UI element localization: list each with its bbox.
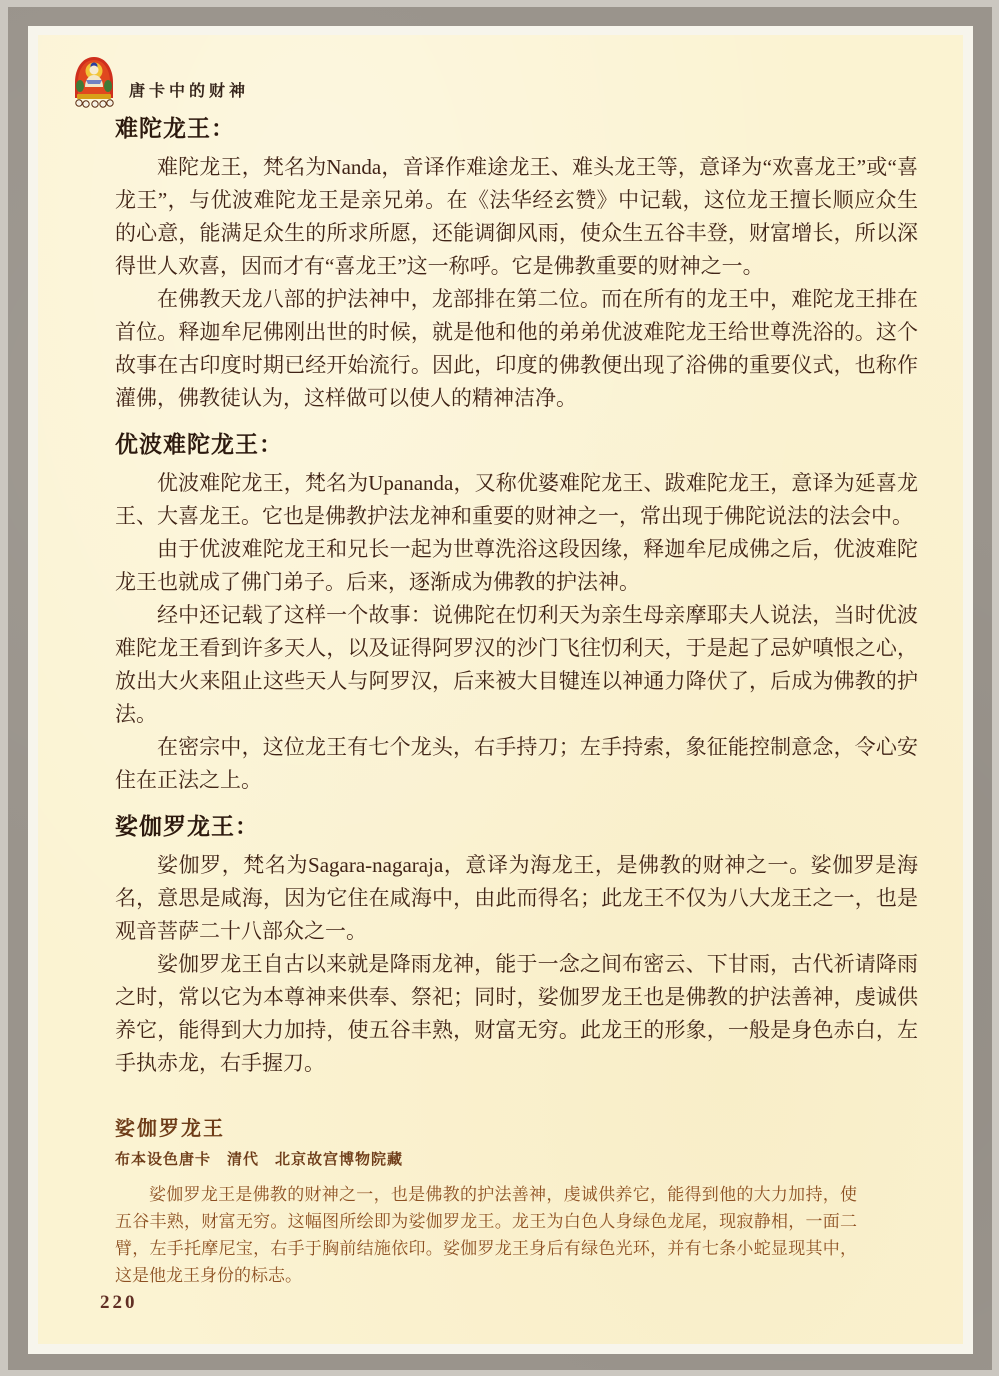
body-paragraph: 难陀龙王，梵名为Nanda，音译作难途龙王、难头龙王等，意译为“欢喜龙王”或“喜龙王”，与优波难陀龙王是亲兄弟。在《法华经玄赞》中记载，这位龙王擅长顺应众生的心意，能满足众生的所求所愿，还能调御风雨，使众生五谷丰登，财富增长，所以深得世人欢喜，因而才有“喜龙王”这一称呼。它是佛教重要的财神之一。 (115, 155, 918, 278)
header-title: 唐卡中的财神 (129, 83, 250, 100)
main-text (115, 113, 918, 1289)
page-header (70, 56, 249, 109)
body-paragraph: 娑伽罗，梵名为Sagara-nagaraja，意译为海龙王，是佛教的财神之一。娑伽罗是海名，意思是咸海，因为它住在咸海中，由此而得名；此龙王不仅为八大龙王之一，也是观音菩萨二十八部众之一。 (115, 853, 918, 943)
page-number: 220 (100, 1292, 138, 1313)
body-paragraph: 经中还记载了这样一个故事：说佛陀在忉利天为亲生母亲摩耶夫人说法，当时优波难陀龙王看到许多天人，以及证得阿罗汉的沙门飞往忉利天，于是起了忌妒嗔恨之心，放出大火来阻止这些天人与阿罗汉，后来被大目犍连以神通力降伏了，后成为佛教的护法。 (115, 603, 918, 726)
body-paragraph: 由于优波难陀龙王和兄长一起为世尊洗浴这段因缘，释迦牟尼成佛之后，优波难陀龙王也就成了佛门弟子。后来，逐渐成为佛教的护法神。 (115, 537, 918, 594)
book-page (38, 35, 963, 1344)
section-heading-nanda: 难陀龙王： (115, 115, 235, 141)
section-heading-sagara: 娑伽罗龙王： (115, 813, 259, 839)
body-paragraph: 娑伽罗龙王自古以来就是降雨龙神，能于一念之间布密云、下甘雨，古代祈请降雨之时，常以它为本尊神来供奉、祭祀；同时，娑伽罗龙王也是佛教的护法善神，虔诚供养它，能得到大力加持，使五谷丰熟，财富无穷。此龙王的形象，一般是身色赤白，左手执赤龙，右手握刀。 (115, 952, 918, 1075)
caption-paragraph: 娑伽罗龙王是佛教的财神之一，也是佛教的护法善神，虔诚供养它，能得到他的大力加持，使五谷丰熟，财富无穷。这幅图所绘即为娑伽罗龙王。龙王为白色人身绿色龙尾，现寂静相，一面二臂，左手托摩尼宝，右手于胸前结施依印。娑伽罗龙王身后有绿色光环，并有七条小蛇显现其中，这是他龙王身份的标志。 (115, 1185, 857, 1285)
caption-block (115, 1112, 857, 1289)
caption-title: 娑伽罗龙王 (115, 1118, 225, 1140)
thangka-deity-icon (70, 56, 118, 109)
body-paragraph: 在密宗中，这位龙王有七个龙头，右手持刀；左手持索，象征能控制意念，令心安住在正法之上。 (115, 735, 918, 792)
section-heading-upananda: 优波难陀龙王： (115, 431, 283, 457)
body-paragraph: 在佛教天龙八部的护法神中，龙部排在第二位。而在所有的龙王中，难陀龙王排在首位。释迦牟尼佛刚出世的时候，就是他和他的弟弟优波难陀龙王给世尊洗浴的。这个故事在古印度时期已经开始流行。因此，印度的佛教便出现了浴佛的重要仪式，也称作灌佛，佛教徒认为，这样做可以使人的精神洁净。 (115, 287, 918, 410)
body-paragraph: 优波难陀龙王，梵名为Upananda，又称优婆难陀龙王、跋难陀龙王，意译为延喜龙王、大喜龙王。它也是佛教护法龙神和重要的财神之一，常出现于佛陀说法的法会中。 (115, 471, 918, 528)
caption-credit: 布本设色唐卡 清代 北京故宫博物院藏 (115, 1151, 404, 1168)
